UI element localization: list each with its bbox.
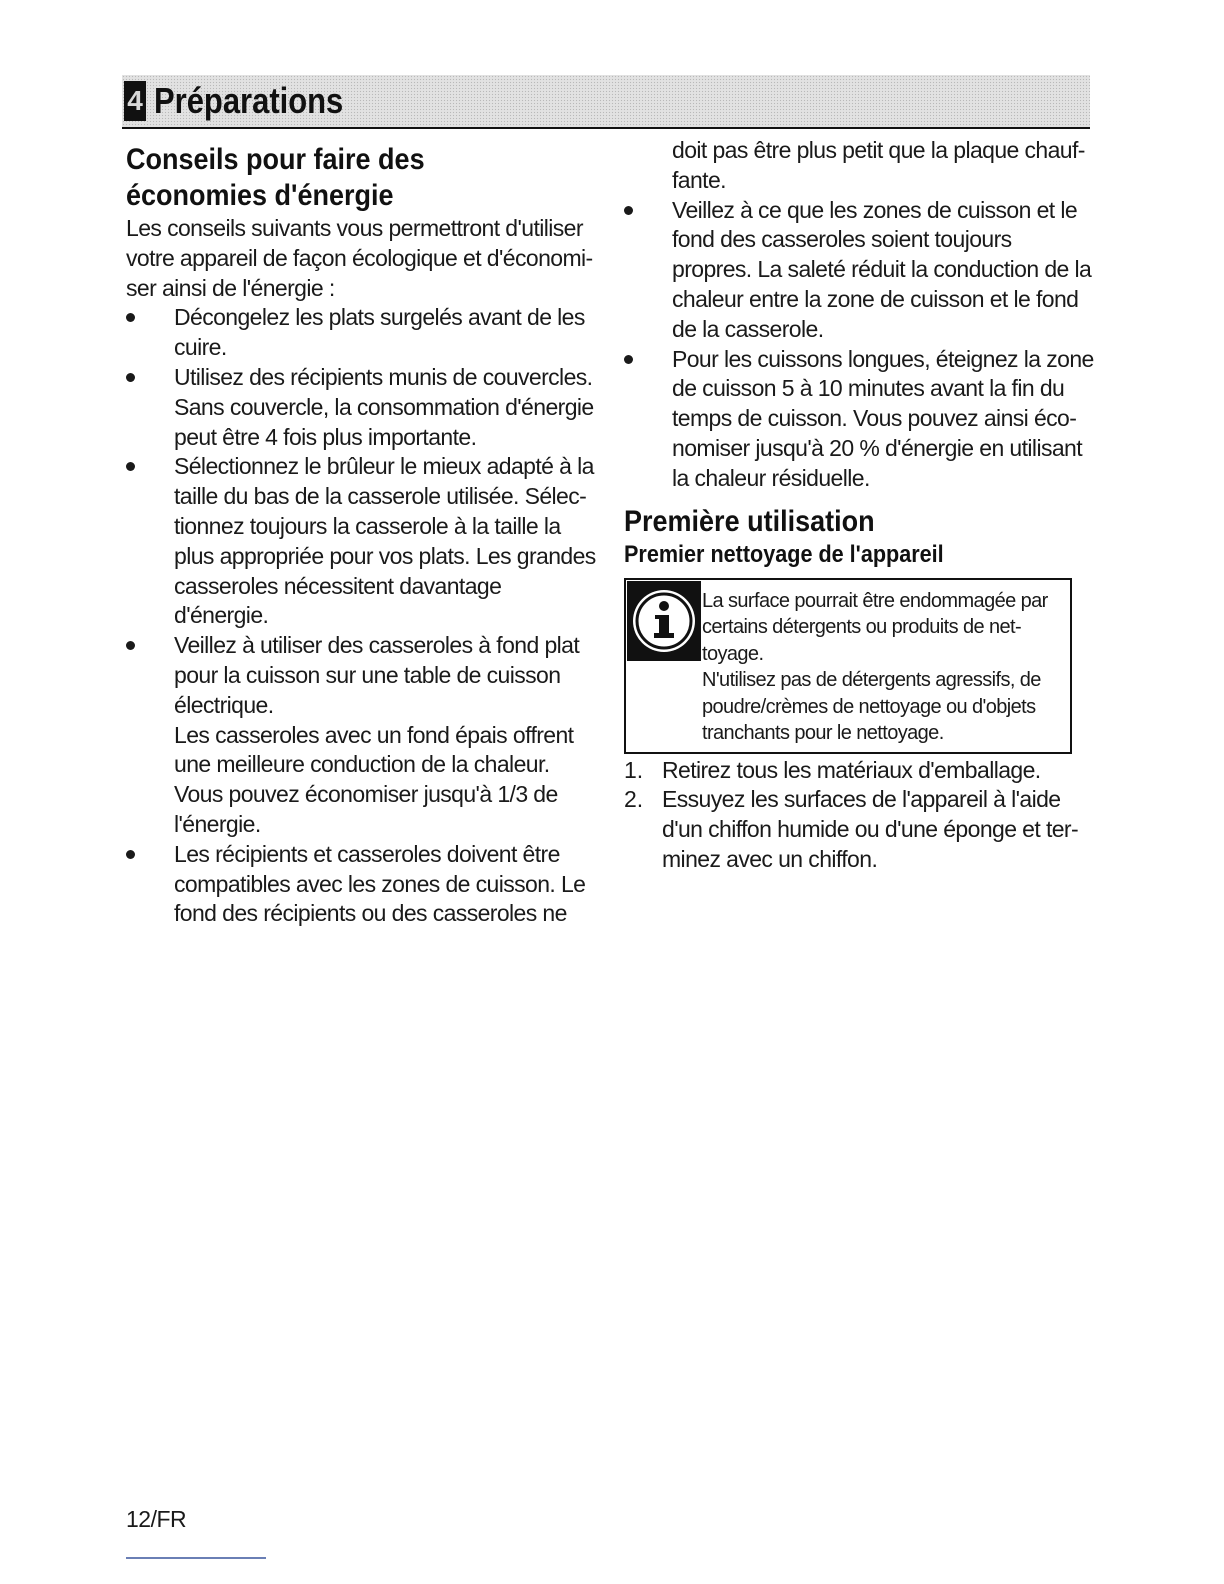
info-advice-line: N'utilisez pas de détergents agressifs, de poudre/crèmes de nettoyage ou d'objets tranchants pour le nettoyage. bbox=[702, 669, 1041, 745]
list-item: Utilisez des récipients munis de couvercles. Sans couvercle, la consommation d'énergie peut être 4 fois plus importante. bbox=[126, 363, 596, 452]
list-item: Veillez à utiliser des casseroles à fond plat pour la cuisson sur une table de cuisson électrique. Les casseroles avec un fond épais offrent une meilleure conduction de la chaleur. Vous pouvez économiser jusqu'à 1/3 de l'énergie. bbox=[126, 631, 596, 840]
first-use-heading: Première utilisation bbox=[624, 504, 875, 538]
chapter-number: 4 bbox=[124, 81, 146, 121]
energy-tips-list-continued bbox=[624, 196, 1094, 494]
bullet-icon bbox=[624, 206, 633, 215]
footer-divider bbox=[126, 1557, 266, 1559]
chapter-header bbox=[122, 75, 1090, 129]
chapter-title: Préparations bbox=[154, 80, 344, 121]
info-notice-text bbox=[702, 588, 1064, 747]
list-item: Décongelez les plats surgelés avant de les cuire. bbox=[126, 303, 596, 363]
bullet-icon bbox=[126, 641, 135, 650]
bullet-continuation: doit pas être plus petit que la plaque chauf-fante. bbox=[672, 137, 1085, 193]
info-notice-box bbox=[624, 578, 1072, 754]
right-column bbox=[624, 136, 1094, 875]
left-column bbox=[126, 142, 596, 929]
list-item: 1. Retirez tous les matériaux d'emballage. bbox=[624, 756, 1041, 783]
energy-intro: Les conseils suivants vous permettront d'utiliser votre appareil de façon écologique et d'économi-ser ainsi de l'énergie : bbox=[126, 215, 593, 301]
bullet-icon bbox=[624, 355, 633, 364]
list-item: Les récipients et casseroles doivent être compatibles avec les zones de cuisson. Le fond des récipients ou des casseroles ne bbox=[126, 840, 596, 929]
info-warning-line: La surface pourrait être endommagée par certains détergents ou produits de net-toyage. bbox=[702, 589, 1048, 665]
bullet-icon bbox=[126, 462, 135, 471]
energy-tips-list bbox=[126, 303, 596, 929]
page-number: 12/FR bbox=[126, 1506, 187, 1532]
bullet-icon bbox=[126, 850, 135, 859]
list-item: 2. Essuyez les surfaces de l'appareil à l'aide d'un chiffon humide ou d'une éponge et ter-minez avec un chiffon. bbox=[624, 786, 1079, 872]
info-icon bbox=[627, 581, 701, 661]
list-item: Sélectionnez le brûleur le mieux adapté à la taille du bas de la casserole utilisée. Sélec-tionnez toujours la casserole à la taille la plus appropriée pour vos plats. Les grandes casseroles nécessitent davantage d'énergie. bbox=[126, 452, 596, 631]
first-cleaning-subheading: Premier nettoyage de l'appareil bbox=[624, 540, 944, 568]
bullet-icon bbox=[126, 313, 135, 322]
energy-saving-heading: Conseils pour faire des économies d'énergie bbox=[126, 143, 425, 212]
list-item: Pour les cuissons longues, éteignez la zone de cuisson 5 à 10 minutes avant la fin du temps de cuisson. Vous pouvez ainsi éco-nomiser jusqu'à 20 % d'énergie en utilisant la chaleur résiduelle. bbox=[624, 345, 1094, 494]
bullet-icon bbox=[126, 373, 135, 382]
cleaning-steps-list bbox=[624, 756, 1094, 875]
list-item: Veillez à ce que les zones de cuisson et le fond des casseroles soient toujours propres. La saleté réduit la conduction de la chaleur entre la zone de cuisson et le fond de la casserole. bbox=[624, 196, 1094, 345]
bullet-extra-paragraph: Les casseroles avec un fond épais offrent une meilleure conduction de la chaleur. Vous pouvez économiser jusqu'à 1/3 de l'énergie. bbox=[174, 721, 574, 837]
